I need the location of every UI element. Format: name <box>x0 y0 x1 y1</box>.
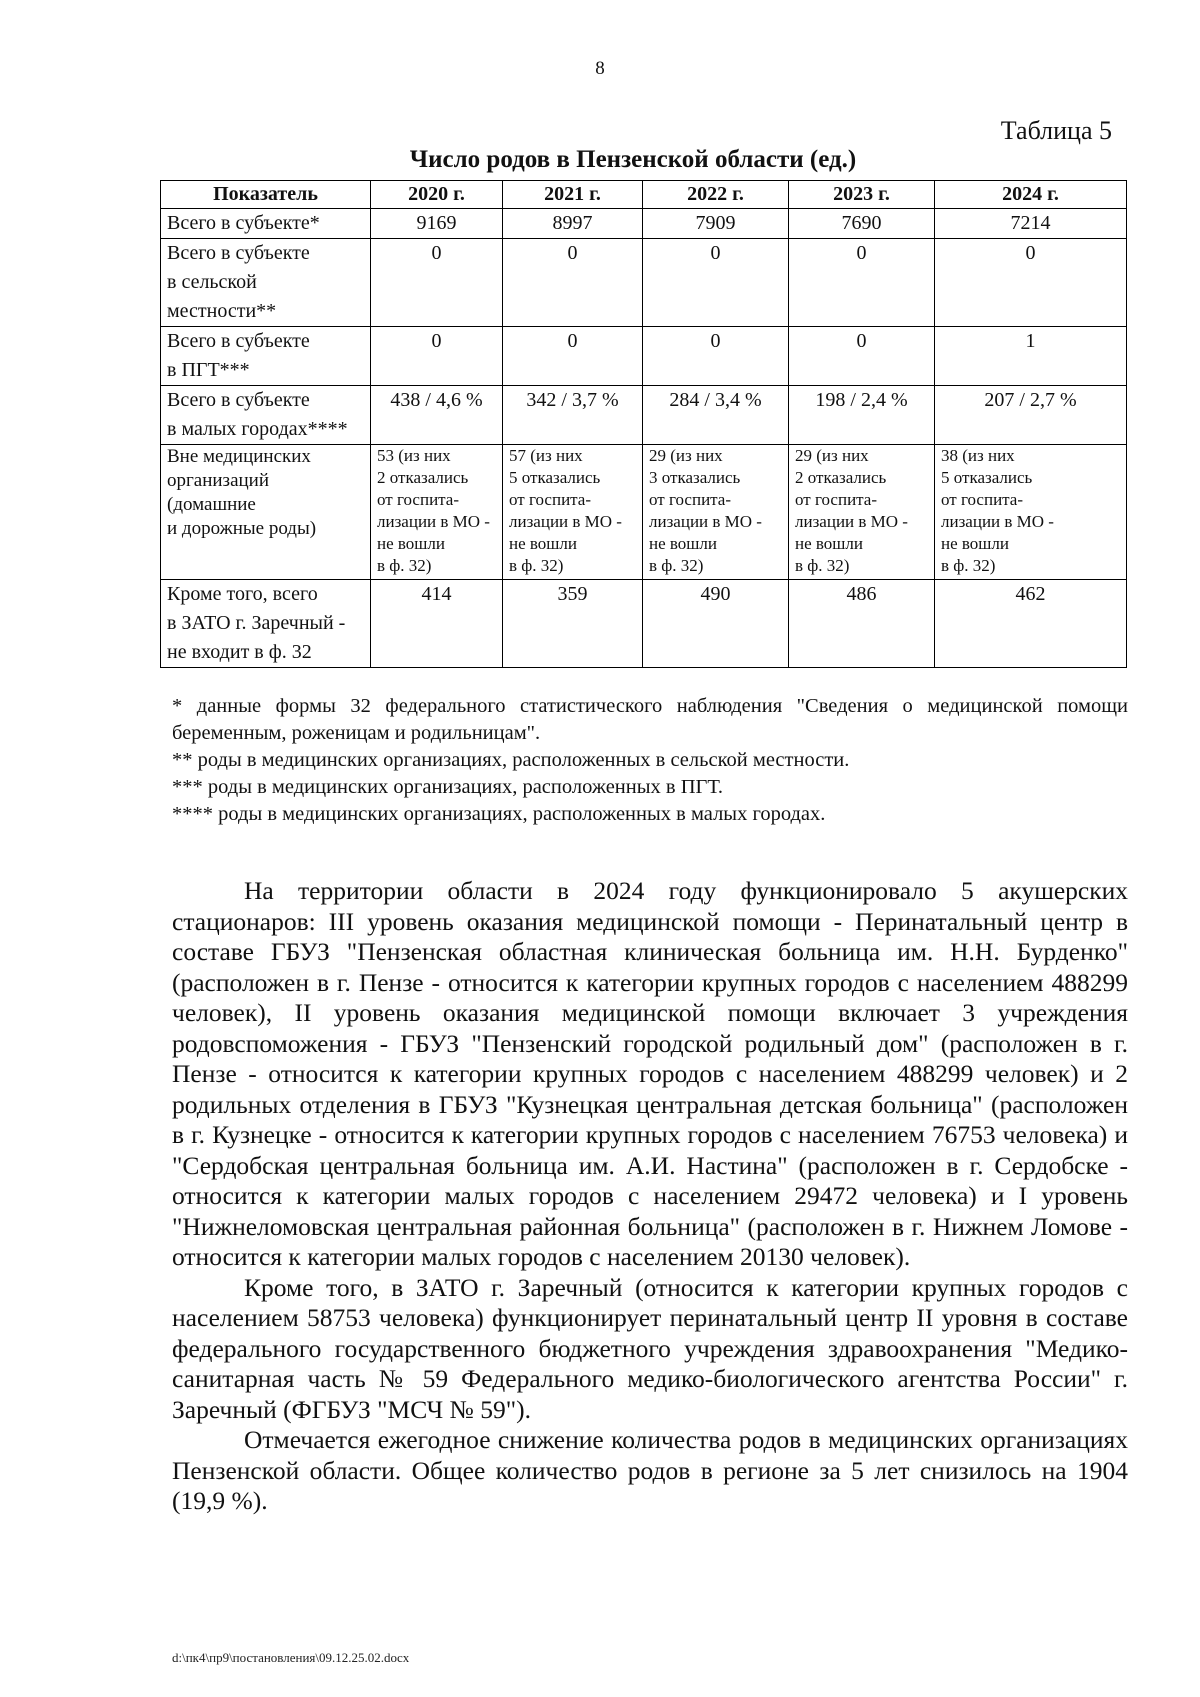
row-indicator: Всего в субъекте* <box>161 209 371 239</box>
header-indicator: Показатель <box>161 181 371 209</box>
table-header-row <box>161 181 1127 209</box>
cell-2024: 1 <box>935 327 1127 386</box>
row-indicator: Кроме того, всего в ЗАТО г. Заречный - не входит в ф. 32 <box>161 580 371 668</box>
table-row <box>161 209 1127 239</box>
header-2024: 2024 г. <box>935 181 1127 209</box>
cell-2020: 414 <box>371 580 503 668</box>
cell-2022: 0 <box>643 327 789 386</box>
footnote: * данные формы 32 федерального статистического наблюдения "Сведения о медицинской помощи беременным, роженицам и родильницам". <box>172 695 1128 744</box>
cell-2023: 486 <box>789 580 935 668</box>
cell-2021: 359 <box>503 580 643 668</box>
cell-2020: 0 <box>371 327 503 386</box>
page-number: 8 <box>595 58 605 79</box>
cell-2023: 0 <box>789 239 935 327</box>
header-2021: 2021 г. <box>503 181 643 209</box>
cell-2024: 462 <box>935 580 1127 668</box>
table-row <box>161 386 1127 445</box>
table-row <box>161 580 1127 668</box>
cell-2021: 0 <box>503 327 643 386</box>
table-title: Число родов в Пензенской области (ед.) <box>409 146 857 173</box>
cell-2021: 8997 <box>503 209 643 239</box>
cell-2022: 7909 <box>643 209 789 239</box>
footnote: **** роды в медицинских организациях, расположенных в малых городах. <box>172 803 826 825</box>
cell-2022: 490 <box>643 580 789 668</box>
cell-2024: 7214 <box>935 209 1127 239</box>
footnote: *** роды в медицинских организациях, расположенных в ПГТ. <box>172 776 723 798</box>
cell-2023: 198 / 2,4 % <box>789 386 935 445</box>
cell-2020: 9169 <box>371 209 503 239</box>
row-indicator: Вне медицинских организаций (домашние и дорожные роды) <box>161 445 371 580</box>
row-indicator: Всего в субъекте в ПГТ*** <box>161 327 371 386</box>
cell-2024: 38 (из них 5 отказались от госпита- лизации в МО - не вошли в ф. 32) <box>935 445 1127 580</box>
table-row <box>161 327 1127 386</box>
cell-2020: 53 (из них 2 отказались от госпита- лизации в МО - не вошли в ф. 32) <box>371 445 503 580</box>
paragraph: На территории области в 2024 году функционировало 5 акушерских стационаров: III уровень оказания медицинской помощи - Перинатальный центр в составе ГБУЗ "Пензенская областная клиническая больница им. Н.Н. Бурденко" (расположен в г. Пензе - относится к категории крупных городов с населением 488299 человек), II уровень оказания медицинской помощи включает 3 учреждения родовспоможения - ГБУЗ "Пензенский городской родильный дом" (расположен в г. Пензе - относится к категории крупных городов с населением 488299 человек) и 2 родильных отделения в ГБУЗ "Кузнецкая центральная детская больница" (расположен в г. Кузнецке - относится к категории крупных городов с населением 76753 человека) и "Сердобская центральная больница им. А.И. Настина" (расположен в г. Сердобске - относится к категории малых городов с населением 29472 человека) и I уровень "Нижнеломовская центральная районная больница" (расположен в г. Нижнем Ломове - относится к категории малых городов с населением 20130 человек). <box>172 876 1128 1271</box>
table-row <box>161 445 1127 580</box>
table-label: Таблица 5 <box>1000 116 1112 145</box>
cell-2023: 0 <box>789 327 935 386</box>
header-2022: 2022 г. <box>643 181 789 209</box>
cell-2024: 207 / 2,7 % <box>935 386 1127 445</box>
table-row <box>161 239 1127 327</box>
footnote: ** роды в медицинских организациях, расположенных в сельской местности. <box>172 749 850 771</box>
cell-2022: 29 (из них 3 отказались от госпита- лизации в МО - не вошли в ф. 32) <box>643 445 789 580</box>
cell-2021: 0 <box>503 239 643 327</box>
cell-2022: 0 <box>643 239 789 327</box>
cell-2022: 284 / 3,4 % <box>643 386 789 445</box>
births-table <box>160 180 1127 668</box>
cell-2023: 29 (из них 2 отказались от госпита- лизации в МО - не вошли в ф. 32) <box>789 445 935 580</box>
row-indicator: Всего в субъекте в малых городах**** <box>161 386 371 445</box>
cell-2020: 0 <box>371 239 503 327</box>
cell-2023: 7690 <box>789 209 935 239</box>
paragraph: Кроме того, в ЗАТО г. Заречный (относится к категории крупных городов с населением 58753 человека) функционирует перинатальный центр II уровня в составе федерального государственного бюджетного учреждения здравоохранения "Медико-санитарная часть № 59 Федерального медико-биологического агентства России" г. Заречный (ФГБУЗ "МСЧ № 59"). <box>172 1272 1128 1424</box>
cell-2024: 0 <box>935 239 1127 327</box>
header-2020: 2020 г. <box>371 181 503 209</box>
cell-2021: 342 / 3,7 % <box>503 386 643 445</box>
header-2023: 2023 г. <box>789 181 935 209</box>
cell-2020: 438 / 4,6 % <box>371 386 503 445</box>
footer-file-path: d:\пк4\пр9\постановления\09.12.25.02.docx <box>172 1650 410 1665</box>
footnotes <box>172 693 1128 828</box>
row-indicator: Всего в субъекте в сельской местности** <box>161 239 371 327</box>
paragraph: Отмечается ежегодное снижение количества родов в медицинских организациях Пензенской области. Общее количество родов в регионе за 5 лет снизилось на 1904 (19,9 %). <box>172 1425 1128 1515</box>
body-text <box>172 876 1128 1517</box>
cell-2021: 57 (из них 5 отказались от госпита- лизации в МО - не вошли в ф. 32) <box>503 445 643 580</box>
